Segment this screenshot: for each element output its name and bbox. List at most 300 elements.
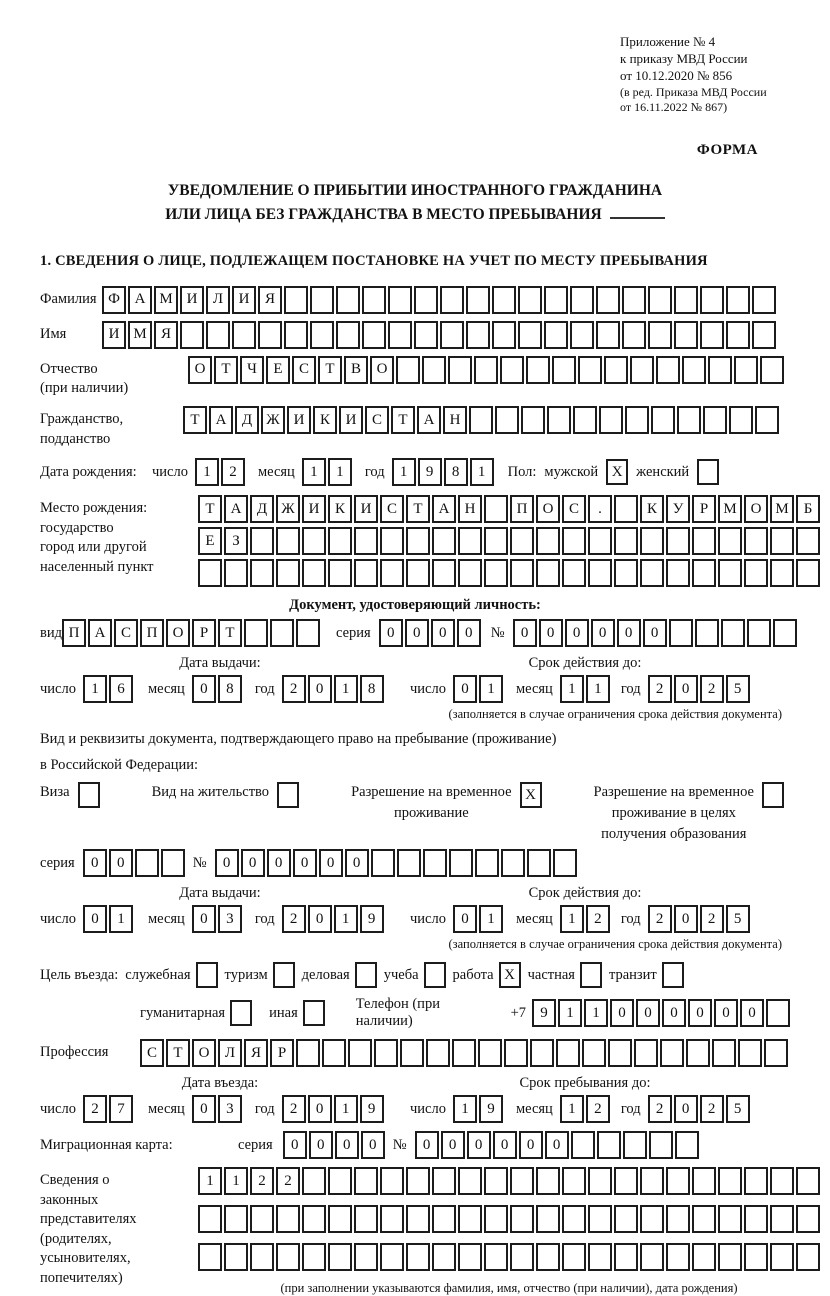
char-box[interactable] [250, 527, 274, 555]
char-box[interactable]: Т [198, 495, 222, 523]
char-box[interactable]: 0 [714, 999, 738, 1027]
purpose-sluzhebnaya-checkbox[interactable] [196, 962, 218, 988]
char-box[interactable]: 0 [415, 1131, 439, 1159]
char-box[interactable]: П [140, 619, 164, 647]
char-box[interactable] [328, 1167, 352, 1195]
char-box[interactable]: И [339, 406, 363, 434]
char-box[interactable] [224, 1205, 248, 1233]
char-box[interactable]: 2 [250, 1167, 274, 1195]
char-box[interactable] [599, 406, 623, 434]
char-box[interactable]: 1 [586, 675, 610, 703]
char-box[interactable] [198, 559, 222, 587]
char-box[interactable]: 1 [479, 675, 503, 703]
char-box[interactable] [796, 1205, 820, 1233]
char-box[interactable] [700, 321, 724, 349]
char-box[interactable]: 2 [282, 905, 306, 933]
char-box[interactable] [310, 286, 334, 314]
char-box[interactable] [614, 495, 638, 523]
char-box[interactable] [536, 1205, 560, 1233]
char-box[interactable] [380, 527, 404, 555]
char-box[interactable] [640, 1243, 664, 1271]
char-box[interactable]: 0 [643, 619, 667, 647]
char-box[interactable] [354, 1243, 378, 1271]
char-box[interactable]: 2 [586, 1095, 610, 1123]
char-box[interactable] [495, 406, 519, 434]
char-box[interactable]: 0 [293, 849, 317, 877]
char-box[interactable] [770, 1205, 794, 1233]
char-box[interactable] [270, 619, 294, 647]
char-box[interactable]: 0 [688, 999, 712, 1027]
char-box[interactable] [718, 559, 742, 587]
char-box[interactable] [328, 1243, 352, 1271]
char-box[interactable] [302, 1243, 326, 1271]
char-box[interactable]: 2 [282, 675, 306, 703]
char-box[interactable] [448, 356, 472, 384]
char-box[interactable] [328, 1205, 352, 1233]
char-box[interactable]: С [292, 356, 316, 384]
char-box[interactable] [354, 1205, 378, 1233]
char-box[interactable]: И [180, 286, 204, 314]
char-box[interactable] [400, 1039, 424, 1067]
char-box[interactable]: П [62, 619, 86, 647]
char-box[interactable] [648, 321, 672, 349]
male-checkbox[interactable]: X [606, 459, 628, 485]
char-box[interactable]: М [770, 495, 794, 523]
char-box[interactable] [276, 1205, 300, 1233]
char-box[interactable] [744, 1167, 768, 1195]
char-box[interactable]: 0 [636, 999, 660, 1027]
char-box[interactable]: 0 [674, 905, 698, 933]
char-box[interactable]: О [166, 619, 190, 647]
char-box[interactable] [666, 559, 690, 587]
char-box[interactable] [466, 286, 490, 314]
char-box[interactable] [744, 527, 768, 555]
char-box[interactable]: Т [218, 619, 242, 647]
char-box[interactable] [796, 559, 820, 587]
char-box[interactable] [302, 1205, 326, 1233]
char-box[interactable] [536, 1167, 560, 1195]
char-box[interactable]: 0 [441, 1131, 465, 1159]
char-box[interactable] [651, 406, 675, 434]
char-box[interactable] [755, 406, 779, 434]
char-box[interactable]: 0 [192, 1095, 216, 1123]
char-box[interactable] [562, 527, 586, 555]
char-box[interactable]: Ж [261, 406, 285, 434]
char-box[interactable] [484, 1205, 508, 1233]
char-box[interactable]: 0 [379, 619, 403, 647]
char-box[interactable] [625, 406, 649, 434]
char-box[interactable]: Д [250, 495, 274, 523]
char-box[interactable] [692, 527, 716, 555]
char-box[interactable]: 9 [360, 905, 384, 933]
char-box[interactable] [406, 1205, 430, 1233]
char-box[interactable] [484, 527, 508, 555]
char-box[interactable] [224, 559, 248, 587]
char-box[interactable]: 0 [109, 849, 133, 877]
char-box[interactable]: О [192, 1039, 216, 1067]
char-box[interactable] [582, 1039, 606, 1067]
char-box[interactable] [544, 286, 568, 314]
char-box[interactable]: 1 [558, 999, 582, 1027]
char-box[interactable] [380, 559, 404, 587]
char-box[interactable]: 0 [309, 1131, 333, 1159]
char-box[interactable] [530, 1039, 554, 1067]
female-checkbox[interactable] [697, 459, 719, 485]
char-box[interactable]: 3 [218, 905, 242, 933]
char-box[interactable] [414, 286, 438, 314]
char-box[interactable] [310, 321, 334, 349]
char-box[interactable]: 0 [267, 849, 291, 877]
char-box[interactable]: 0 [457, 619, 481, 647]
char-box[interactable] [518, 321, 542, 349]
char-box[interactable] [770, 559, 794, 587]
char-box[interactable]: 0 [662, 999, 686, 1027]
char-box[interactable] [380, 1205, 404, 1233]
char-box[interactable] [588, 559, 612, 587]
char-box[interactable]: 0 [591, 619, 615, 647]
char-box[interactable] [588, 1243, 612, 1271]
char-box[interactable] [692, 1243, 716, 1271]
char-box[interactable]: Ж [276, 495, 300, 523]
char-box[interactable] [432, 1205, 456, 1233]
char-box[interactable]: 1 [560, 905, 584, 933]
char-box[interactable]: 0 [335, 1131, 359, 1159]
char-box[interactable] [371, 849, 395, 877]
char-box[interactable] [669, 619, 693, 647]
char-box[interactable] [729, 406, 753, 434]
char-box[interactable] [622, 321, 646, 349]
char-box[interactable] [622, 286, 646, 314]
char-box[interactable] [406, 527, 430, 555]
char-box[interactable]: 0 [83, 849, 107, 877]
char-box[interactable] [666, 1243, 690, 1271]
char-box[interactable] [276, 527, 300, 555]
char-box[interactable]: М [154, 286, 178, 314]
char-box[interactable] [432, 527, 456, 555]
char-box[interactable]: 2 [700, 675, 724, 703]
char-box[interactable] [510, 1243, 534, 1271]
char-box[interactable] [718, 527, 742, 555]
char-box[interactable] [458, 1205, 482, 1233]
char-box[interactable]: 5 [726, 1095, 750, 1123]
char-box[interactable] [423, 849, 447, 877]
char-box[interactable] [770, 1243, 794, 1271]
char-box[interactable] [536, 1243, 560, 1271]
char-box[interactable] [276, 559, 300, 587]
char-box[interactable] [648, 286, 672, 314]
char-box[interactable] [764, 1039, 788, 1067]
char-box[interactable]: 0 [345, 849, 369, 877]
char-box[interactable] [686, 1039, 710, 1067]
char-box[interactable] [578, 356, 602, 384]
char-box[interactable] [649, 1131, 673, 1159]
char-box[interactable]: Е [266, 356, 290, 384]
char-box[interactable] [362, 321, 386, 349]
char-box[interactable]: 0 [610, 999, 634, 1027]
char-box[interactable]: Л [206, 286, 230, 314]
char-box[interactable]: М [128, 321, 152, 349]
char-box[interactable] [547, 406, 571, 434]
purpose-tranzit-checkbox[interactable] [662, 962, 684, 988]
char-box[interactable] [692, 1167, 716, 1195]
char-box[interactable]: 1 [392, 458, 416, 486]
char-box[interactable] [726, 286, 750, 314]
char-box[interactable]: 1 [334, 1095, 358, 1123]
char-box[interactable] [374, 1039, 398, 1067]
char-box[interactable] [510, 1205, 534, 1233]
char-box[interactable]: Я [258, 286, 282, 314]
char-box[interactable]: Т [183, 406, 207, 434]
char-box[interactable] [614, 1167, 638, 1195]
char-box[interactable] [718, 1205, 742, 1233]
char-box[interactable] [396, 356, 420, 384]
char-box[interactable]: 1 [224, 1167, 248, 1195]
char-box[interactable]: И [302, 495, 326, 523]
char-box[interactable]: 7 [109, 1095, 133, 1123]
char-box[interactable]: О [370, 356, 394, 384]
char-box[interactable] [406, 1243, 430, 1271]
char-box[interactable]: 1 [470, 458, 494, 486]
char-box[interactable]: 0 [283, 1131, 307, 1159]
char-box[interactable]: 0 [519, 1131, 543, 1159]
char-box[interactable] [510, 527, 534, 555]
char-box[interactable] [348, 1039, 372, 1067]
char-box[interactable] [224, 1243, 248, 1271]
purpose-turizm-checkbox[interactable] [273, 962, 295, 988]
char-box[interactable] [432, 559, 456, 587]
purpose-inaya-checkbox[interactable] [303, 1000, 325, 1026]
char-box[interactable]: 0 [453, 675, 477, 703]
char-box[interactable] [640, 1205, 664, 1233]
char-box[interactable] [692, 559, 716, 587]
char-box[interactable] [744, 1205, 768, 1233]
char-box[interactable]: О [744, 495, 768, 523]
char-box[interactable] [726, 321, 750, 349]
char-box[interactable] [244, 619, 268, 647]
char-box[interactable] [484, 1243, 508, 1271]
char-box[interactable] [380, 1167, 404, 1195]
char-box[interactable] [406, 559, 430, 587]
char-box[interactable]: 0 [319, 849, 343, 877]
char-box[interactable]: 0 [453, 905, 477, 933]
char-box[interactable]: Т [406, 495, 430, 523]
char-box[interactable]: 1 [109, 905, 133, 933]
char-box[interactable]: Ф [102, 286, 126, 314]
char-box[interactable] [452, 1039, 476, 1067]
char-box[interactable]: 2 [83, 1095, 107, 1123]
char-box[interactable]: 1 [560, 675, 584, 703]
edu-permit-checkbox[interactable] [762, 782, 784, 808]
char-box[interactable] [440, 286, 464, 314]
char-box[interactable] [760, 356, 784, 384]
char-box[interactable]: О [536, 495, 560, 523]
char-box[interactable]: 0 [617, 619, 641, 647]
char-box[interactable] [302, 527, 326, 555]
char-box[interactable] [414, 321, 438, 349]
char-box[interactable]: Д [235, 406, 259, 434]
char-box[interactable] [250, 1205, 274, 1233]
char-box[interactable]: 0 [545, 1131, 569, 1159]
char-box[interactable]: Б [796, 495, 820, 523]
char-box[interactable]: 2 [221, 458, 245, 486]
char-box[interactable] [469, 406, 493, 434]
char-box[interactable]: 0 [513, 619, 537, 647]
char-box[interactable] [500, 356, 524, 384]
char-box[interactable] [336, 321, 360, 349]
char-box[interactable] [695, 619, 719, 647]
char-box[interactable]: 0 [493, 1131, 517, 1159]
char-box[interactable]: Т [166, 1039, 190, 1067]
char-box[interactable]: 2 [648, 675, 672, 703]
char-box[interactable] [336, 286, 360, 314]
char-box[interactable] [322, 1039, 346, 1067]
char-box[interactable] [562, 1205, 586, 1233]
char-box[interactable] [388, 321, 412, 349]
char-box[interactable]: 0 [308, 1095, 332, 1123]
char-box[interactable]: 0 [308, 905, 332, 933]
char-box[interactable] [276, 1243, 300, 1271]
char-box[interactable] [666, 1167, 690, 1195]
char-box[interactable] [674, 286, 698, 314]
char-box[interactable]: К [313, 406, 337, 434]
char-box[interactable] [510, 1167, 534, 1195]
char-box[interactable] [492, 321, 516, 349]
char-box[interactable] [422, 356, 446, 384]
char-box[interactable] [700, 286, 724, 314]
char-box[interactable]: 1 [584, 999, 608, 1027]
char-box[interactable]: П [510, 495, 534, 523]
char-box[interactable] [198, 1243, 222, 1271]
char-box[interactable]: С [380, 495, 404, 523]
char-box[interactable]: В [344, 356, 368, 384]
char-box[interactable]: 0 [192, 905, 216, 933]
char-box[interactable] [562, 1243, 586, 1271]
char-box[interactable]: Л [218, 1039, 242, 1067]
char-box[interactable]: К [640, 495, 664, 523]
char-box[interactable]: 1 [302, 458, 326, 486]
char-box[interactable]: Я [244, 1039, 268, 1067]
purpose-chastnaya-checkbox[interactable] [580, 962, 602, 988]
char-box[interactable] [397, 849, 421, 877]
char-box[interactable]: 2 [700, 905, 724, 933]
char-box[interactable]: 1 [334, 905, 358, 933]
purpose-gumanitarnaya-checkbox[interactable] [230, 1000, 252, 1026]
char-box[interactable]: 8 [444, 458, 468, 486]
char-box[interactable] [284, 321, 308, 349]
char-box[interactable]: И [287, 406, 311, 434]
char-box[interactable] [556, 1039, 580, 1067]
char-box[interactable] [721, 619, 745, 647]
char-box[interactable] [302, 559, 326, 587]
char-box[interactable] [770, 527, 794, 555]
char-box[interactable] [738, 1039, 762, 1067]
char-box[interactable] [426, 1039, 450, 1067]
char-box[interactable] [640, 1167, 664, 1195]
char-box[interactable] [718, 1243, 742, 1271]
char-box[interactable] [796, 1243, 820, 1271]
char-box[interactable] [501, 849, 525, 877]
char-box[interactable]: А [417, 406, 441, 434]
char-box[interactable]: 2 [276, 1167, 300, 1195]
char-box[interactable] [258, 321, 282, 349]
char-box[interactable]: И [102, 321, 126, 349]
char-box[interactable] [380, 1243, 404, 1271]
char-box[interactable] [608, 1039, 632, 1067]
char-box[interactable] [475, 849, 499, 877]
char-box[interactable]: 1 [334, 675, 358, 703]
char-box[interactable] [752, 286, 776, 314]
char-box[interactable] [570, 286, 594, 314]
char-box[interactable] [666, 527, 690, 555]
char-box[interactable] [458, 559, 482, 587]
purpose-delovaya-checkbox[interactable] [355, 962, 377, 988]
char-box[interactable]: 0 [241, 849, 265, 877]
char-box[interactable] [180, 321, 204, 349]
char-box[interactable] [354, 1167, 378, 1195]
char-box[interactable]: С [114, 619, 138, 647]
char-box[interactable] [250, 1243, 274, 1271]
char-box[interactable]: И [354, 495, 378, 523]
char-box[interactable]: 0 [467, 1131, 491, 1159]
char-box[interactable]: Т [391, 406, 415, 434]
char-box[interactable]: 1 [195, 458, 219, 486]
char-box[interactable]: И [232, 286, 256, 314]
char-box[interactable] [712, 1039, 736, 1067]
char-box[interactable] [674, 321, 698, 349]
char-box[interactable]: 8 [360, 675, 384, 703]
char-box[interactable] [596, 286, 620, 314]
char-box[interactable]: 0 [308, 675, 332, 703]
char-box[interactable]: 2 [282, 1095, 306, 1123]
char-box[interactable]: А [224, 495, 248, 523]
char-box[interactable]: 0 [674, 1095, 698, 1123]
char-box[interactable] [284, 286, 308, 314]
char-box[interactable]: 0 [192, 675, 216, 703]
char-box[interactable]: 1 [479, 905, 503, 933]
char-box[interactable] [432, 1167, 456, 1195]
purpose-rabota-checkbox[interactable]: X [499, 962, 521, 988]
char-box[interactable]: О [188, 356, 212, 384]
char-box[interactable]: 1 [198, 1167, 222, 1195]
char-box[interactable] [544, 321, 568, 349]
char-box[interactable] [354, 527, 378, 555]
char-box[interactable]: 2 [700, 1095, 724, 1123]
char-box[interactable] [766, 999, 790, 1027]
char-box[interactable] [682, 356, 706, 384]
char-box[interactable] [536, 559, 560, 587]
char-box[interactable] [518, 286, 542, 314]
char-box[interactable] [588, 1205, 612, 1233]
char-box[interactable] [796, 527, 820, 555]
char-box[interactable]: Р [270, 1039, 294, 1067]
char-box[interactable]: М [718, 495, 742, 523]
char-box[interactable]: А [432, 495, 456, 523]
char-box[interactable] [703, 406, 727, 434]
char-box[interactable] [597, 1131, 621, 1159]
char-box[interactable]: 9 [418, 458, 442, 486]
char-box[interactable] [354, 559, 378, 587]
char-box[interactable] [484, 559, 508, 587]
char-box[interactable] [640, 527, 664, 555]
char-box[interactable]: 1 [560, 1095, 584, 1123]
char-box[interactable] [484, 1167, 508, 1195]
char-box[interactable]: . [588, 495, 612, 523]
char-box[interactable]: 2 [648, 1095, 672, 1123]
char-box[interactable] [296, 619, 320, 647]
char-box[interactable] [466, 321, 490, 349]
char-box[interactable] [536, 527, 560, 555]
char-box[interactable] [614, 559, 638, 587]
